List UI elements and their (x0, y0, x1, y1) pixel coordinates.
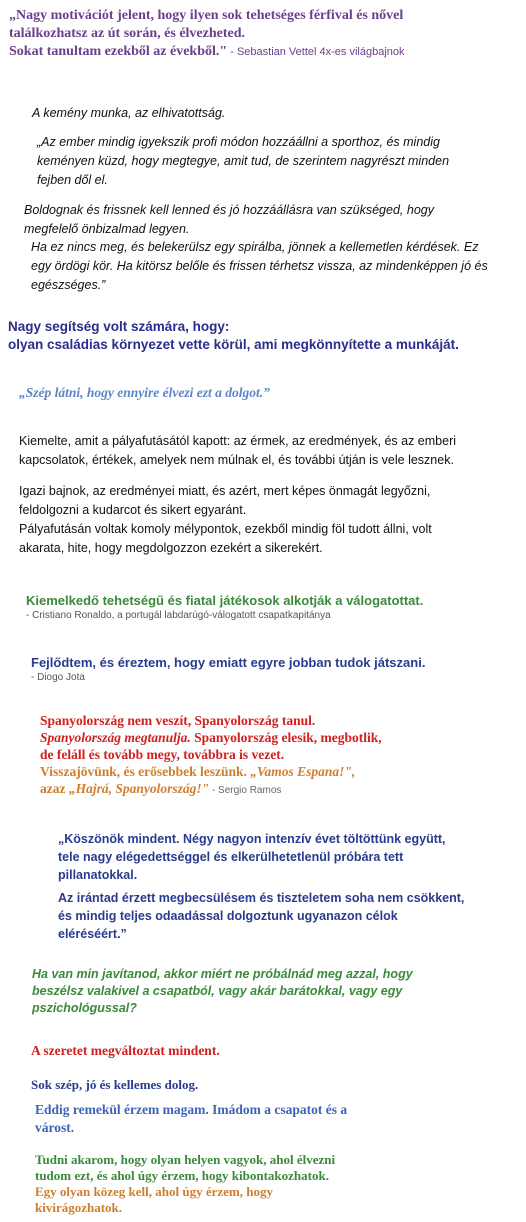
ronaldo-attribution: - Cristiano Ronaldo, a portugál labdarúgó-válogatott csapatkapitánya (26, 610, 331, 621)
vettel-attribution: - Sebastian Vettel 4x-es világbajnok (227, 46, 405, 58)
jota-attribution: - Diogo Jota (31, 672, 85, 683)
ramos-attribution: - Sergio Ramos (209, 785, 282, 796)
feel-good-quote: Eddig remekül érzem magam. Imádom a csapatot és a várost. (35, 1102, 348, 1135)
love-statement: A szeretet megváltoztat mindent. (31, 1043, 220, 1058)
nice-quote: „Szép látni, hogy ennyire élvezi ezt a dolgot.” (19, 385, 270, 400)
help-statement: Nagy segítség volt számára, hogy: olyan családias környezet vette körül, ami megkönnyítette a munkáját. (8, 319, 459, 352)
thanks-paragraph-1: „Köszönök mindent. Négy nagyon intenzív évet töltöttünk együtt, tele nagy elégedettséggel és elkerülhetetlenül próbára tett pillanatokkal. (58, 832, 446, 882)
career-paragraph-2: Igazi bajnok, az eredményei miatt, és azért, mert képes önmagát legyőzni, feldolgozni a kudarcot és sikert egyaránt. Pályafutásán voltak komoly mélypontok, ezekből mindig föl tudott állni, volt akarata, hite, hogy megdolgozzon ezekért a sikerekért. (19, 484, 432, 555)
ramos-quote: Spanyolország nem veszít, Spanyolország tanul. Spanyolország megtanulja. Spanyolország elesik, megbotlik, de feláll és tovább megy, továbbra is vezet. Visszajövünk, és erősebbek leszünk. „Vamos Espana!", azaz „Hajrá, Spanyolország!" - Sergio Ramos (40, 713, 382, 796)
interview-quote-1: „Az ember mindig igyekszik profi módon hozzáállni a sporthoz, és mindig keményen küzd, hogy megtegye, amit tud, de szerintem nagyrészt minden fejben dől el. (37, 135, 450, 187)
career-paragraph-1: Kiemelte, amit a pályafutásától kapott: az érmek, az eredmények, és az emberi kapcsolatok, értékek, amelyek nem múlnak el, és további útján is vele lesznek. (19, 434, 457, 467)
vettel-quote-line-2: találkozhatsz az út során, és élvezheted. (9, 26, 246, 41)
advice-text: Ha van min javítanod, akkor miért ne próbálnád meg azzal, hogy beszélsz valakivel a csapatból, vagy akár barátokkal, vagy egy pszichológussal? (32, 967, 413, 1015)
interview-intro: A kemény munka, az elhivatottság. (32, 106, 226, 120)
closing-quote: Tudni akarom, hogy olyan helyen vagyok, ahol élvezni tudom ezt, és ahol úgy érzem, hogy kibontakozhatok. Egy olyan közeg kell, ahol úgy érzem, hogy kivirágozhatok. (35, 1152, 336, 1215)
nice-things-statement: Sok szép, jó és kellemes dolog. (31, 1077, 199, 1092)
ronaldo-quote: Kiemelkedő tehetségű és fiatal játékosok alkotják a válogatottat. - Cristiano Ronaldo, a portugál labdarúgó-válogatott csapatkapitánya (26, 593, 424, 621)
jota-quote: Fejlődtem, és éreztem, hogy emiatt egyre jobban tudok játszani. - Diogo Jota (31, 655, 426, 683)
interview-quote-3: Ha ez nincs meg, és belekerülsz egy spirálba, jönnek a kellemetlen kérdések. Ez egy ördögi kör. Ha kitörsz belőle és frissen térhetsz vissza, az mindenképpen jó és egészséges.” (31, 240, 488, 292)
interview-quote-2: Boldognak és frissnek kell lenned és jó hozzáállásra van szükséged, hogy megfelelő önbizalmad legyen. (24, 203, 434, 236)
thanks-paragraph-2: Az irántad érzett megbecsülésem és tiszteletem soha nem csökkent, és mindig teljes odaadással dolgoztunk ugyanazon célok eléréséért.” (58, 891, 465, 941)
vettel-quote-line-1: „Nagy motivációt jelent, hogy ilyen sok tehetséges férfival és nővel (9, 8, 404, 23)
vettel-quote-line-3: Sokat tanultam ezekből az évekből." - Sebastian Vettel 4x-es világbajnok (9, 44, 405, 59)
vettel-quote (9, 7, 405, 61)
